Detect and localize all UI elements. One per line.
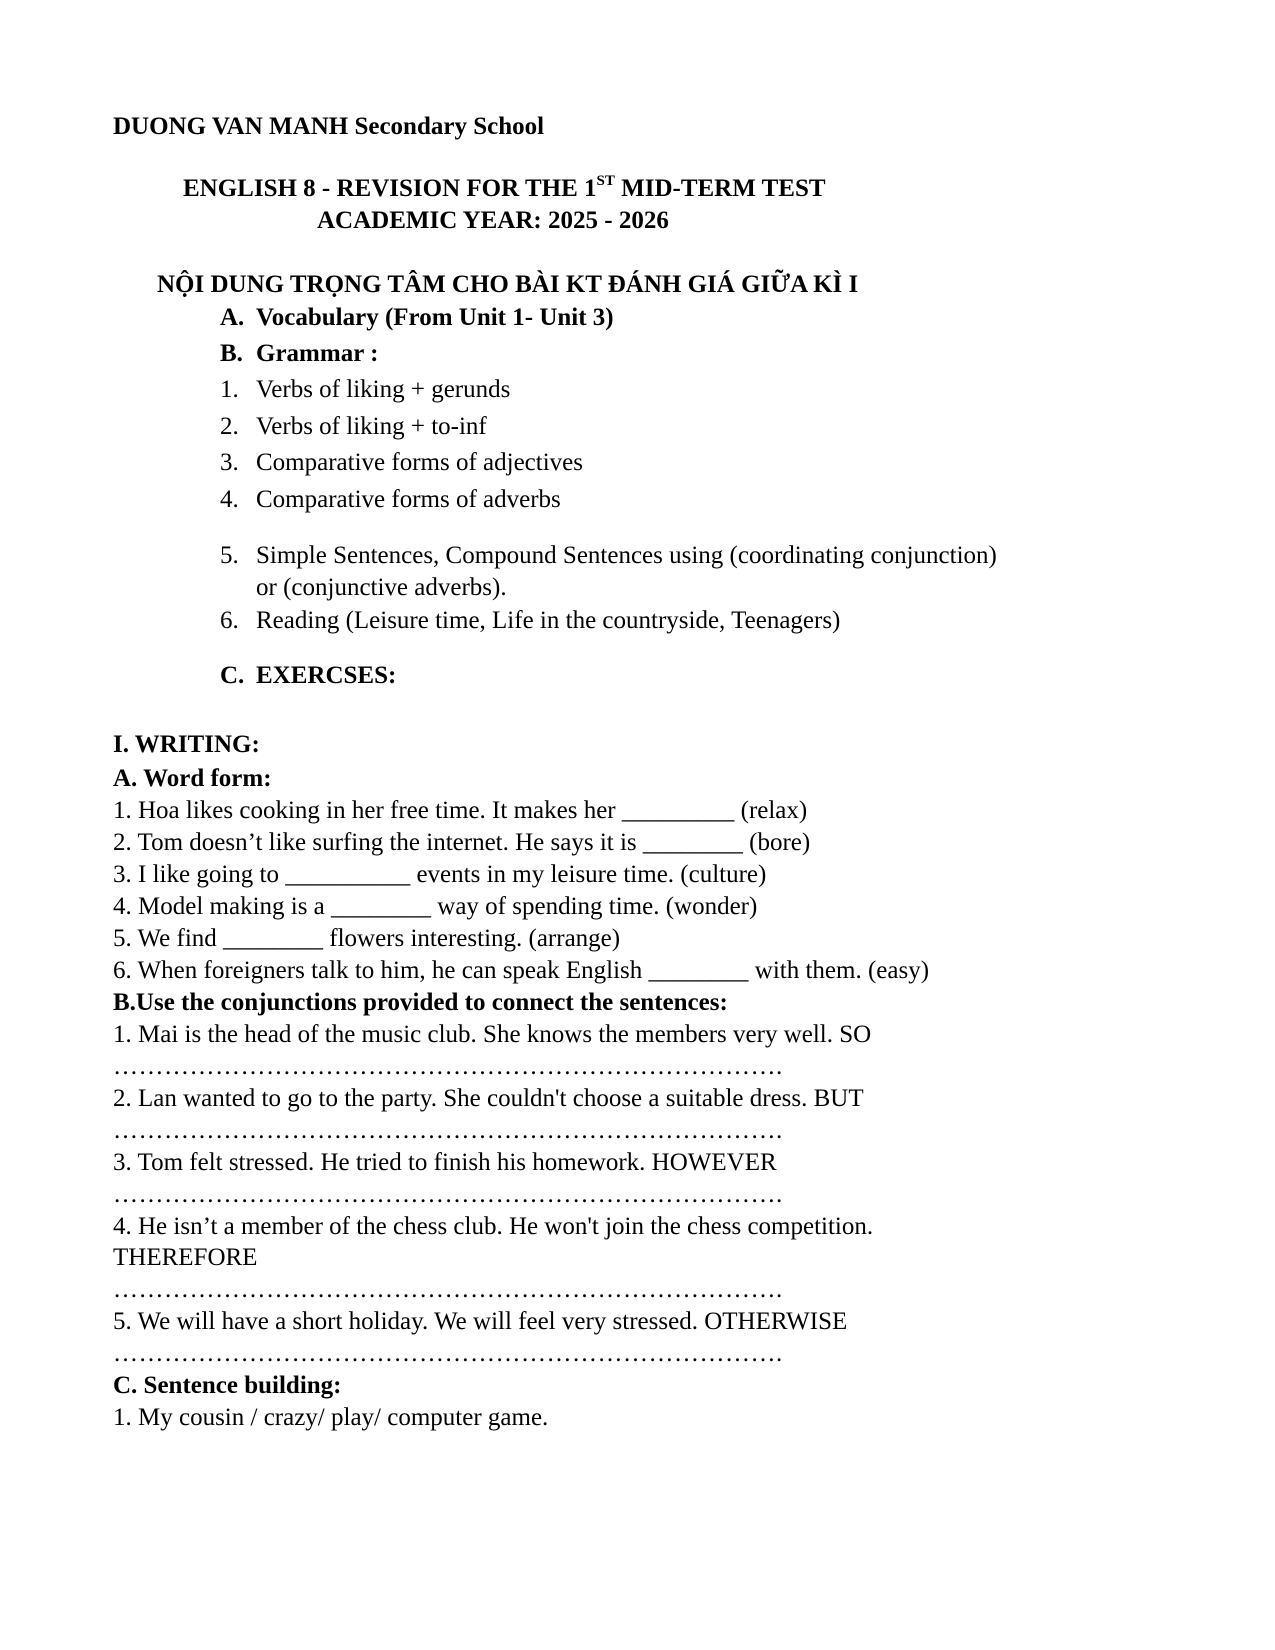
- word-form-item: 4. Model making is a ________ way of spending time. (wonder): [113, 893, 758, 920]
- section-b-grammar: B. Grammar :: [220, 340, 379, 367]
- page-title: ENGLISH 8 - REVISION FOR THE 1ST MID-TERM TEST: [183, 172, 826, 202]
- conjunction-item: 2. Lan wanted to go to the party. She couldn't choose a suitable dress. BUT: [113, 1085, 864, 1112]
- sentence-building-heading: C. Sentence building:: [113, 1372, 342, 1399]
- answer-line: …………………………………………………………………….: [113, 1181, 783, 1208]
- answer-line: …………………………………………………………………….: [113, 1276, 783, 1303]
- conjunctions-heading: B.Use the conjunctions provided to connect the sentences:: [113, 989, 728, 1016]
- section-a-vocabulary: A. Vocabulary (From Unit 1- Unit 3): [220, 304, 614, 331]
- grammar-item: 6. Reading (Leisure time, Life in the countryside, Teenagers): [220, 607, 841, 634]
- focus-heading: NỘI DUNG TRỌNG TÂM CHO BÀI KT ĐÁNH GIÁ GIỮA KÌ I: [157, 271, 859, 298]
- conjunction-item: 4. He isn’t a member of the chess club. He won't join the chess competition.: [113, 1213, 874, 1240]
- grammar-item: 3. Comparative forms of adjectives: [220, 449, 583, 476]
- grammar-item: 2. Verbs of liking + to-inf: [220, 413, 487, 440]
- section-c-exercises: C. EXERCSES:: [220, 662, 397, 689]
- grammar-item: 4. Comparative forms of adverbs: [220, 486, 561, 513]
- academic-year: ACADEMIC YEAR: 2025 - 2026: [317, 207, 669, 234]
- grammar-item: 1. Verbs of liking + gerunds: [220, 376, 511, 403]
- answer-line: …………………………………………………………………….: [113, 1053, 783, 1080]
- school-name: DUONG VAN MANH Secondary School: [113, 113, 545, 140]
- writing-heading: I. WRITING:: [113, 731, 260, 758]
- grammar-item-continuation: or (conjunctive adverbs).: [256, 574, 507, 601]
- word-form-item: 5. We find ________ flowers interesting. (arrange): [113, 925, 621, 952]
- conjunction-item-continuation: THEREFORE: [113, 1244, 258, 1271]
- sentence-building-item: 1. My cousin / crazy/ play/ computer game.: [113, 1404, 549, 1431]
- conjunction-item: 3. Tom felt stressed. He tried to finish his homework. HOWEVER: [113, 1149, 777, 1176]
- conjunction-item: 5. We will have a short holiday. We will feel very stressed. OTHERWISE: [113, 1308, 848, 1335]
- word-form-item: 1. Hoa likes cooking in her free time. It makes her _________ (relax): [113, 797, 808, 824]
- conjunction-item: 1. Mai is the head of the music club. She knows the members very well. SO: [113, 1021, 872, 1048]
- word-form-item: 3. I like going to __________ events in my leisure time. (culture): [113, 861, 767, 888]
- grammar-item: 5. Simple Sentences, Compound Sentences using (coordinating conjunction): [220, 542, 997, 569]
- word-form-heading: A. Word form:: [113, 765, 272, 792]
- word-form-item: 6. When foreigners talk to him, he can speak English ________ with them. (easy): [113, 957, 930, 984]
- word-form-item: 2. Tom doesn’t like surfing the internet. He says it is ________ (bore): [113, 829, 811, 856]
- answer-line: …………………………………………………………………….: [113, 1340, 783, 1367]
- answer-line: …………………………………………………………………….: [113, 1117, 783, 1144]
